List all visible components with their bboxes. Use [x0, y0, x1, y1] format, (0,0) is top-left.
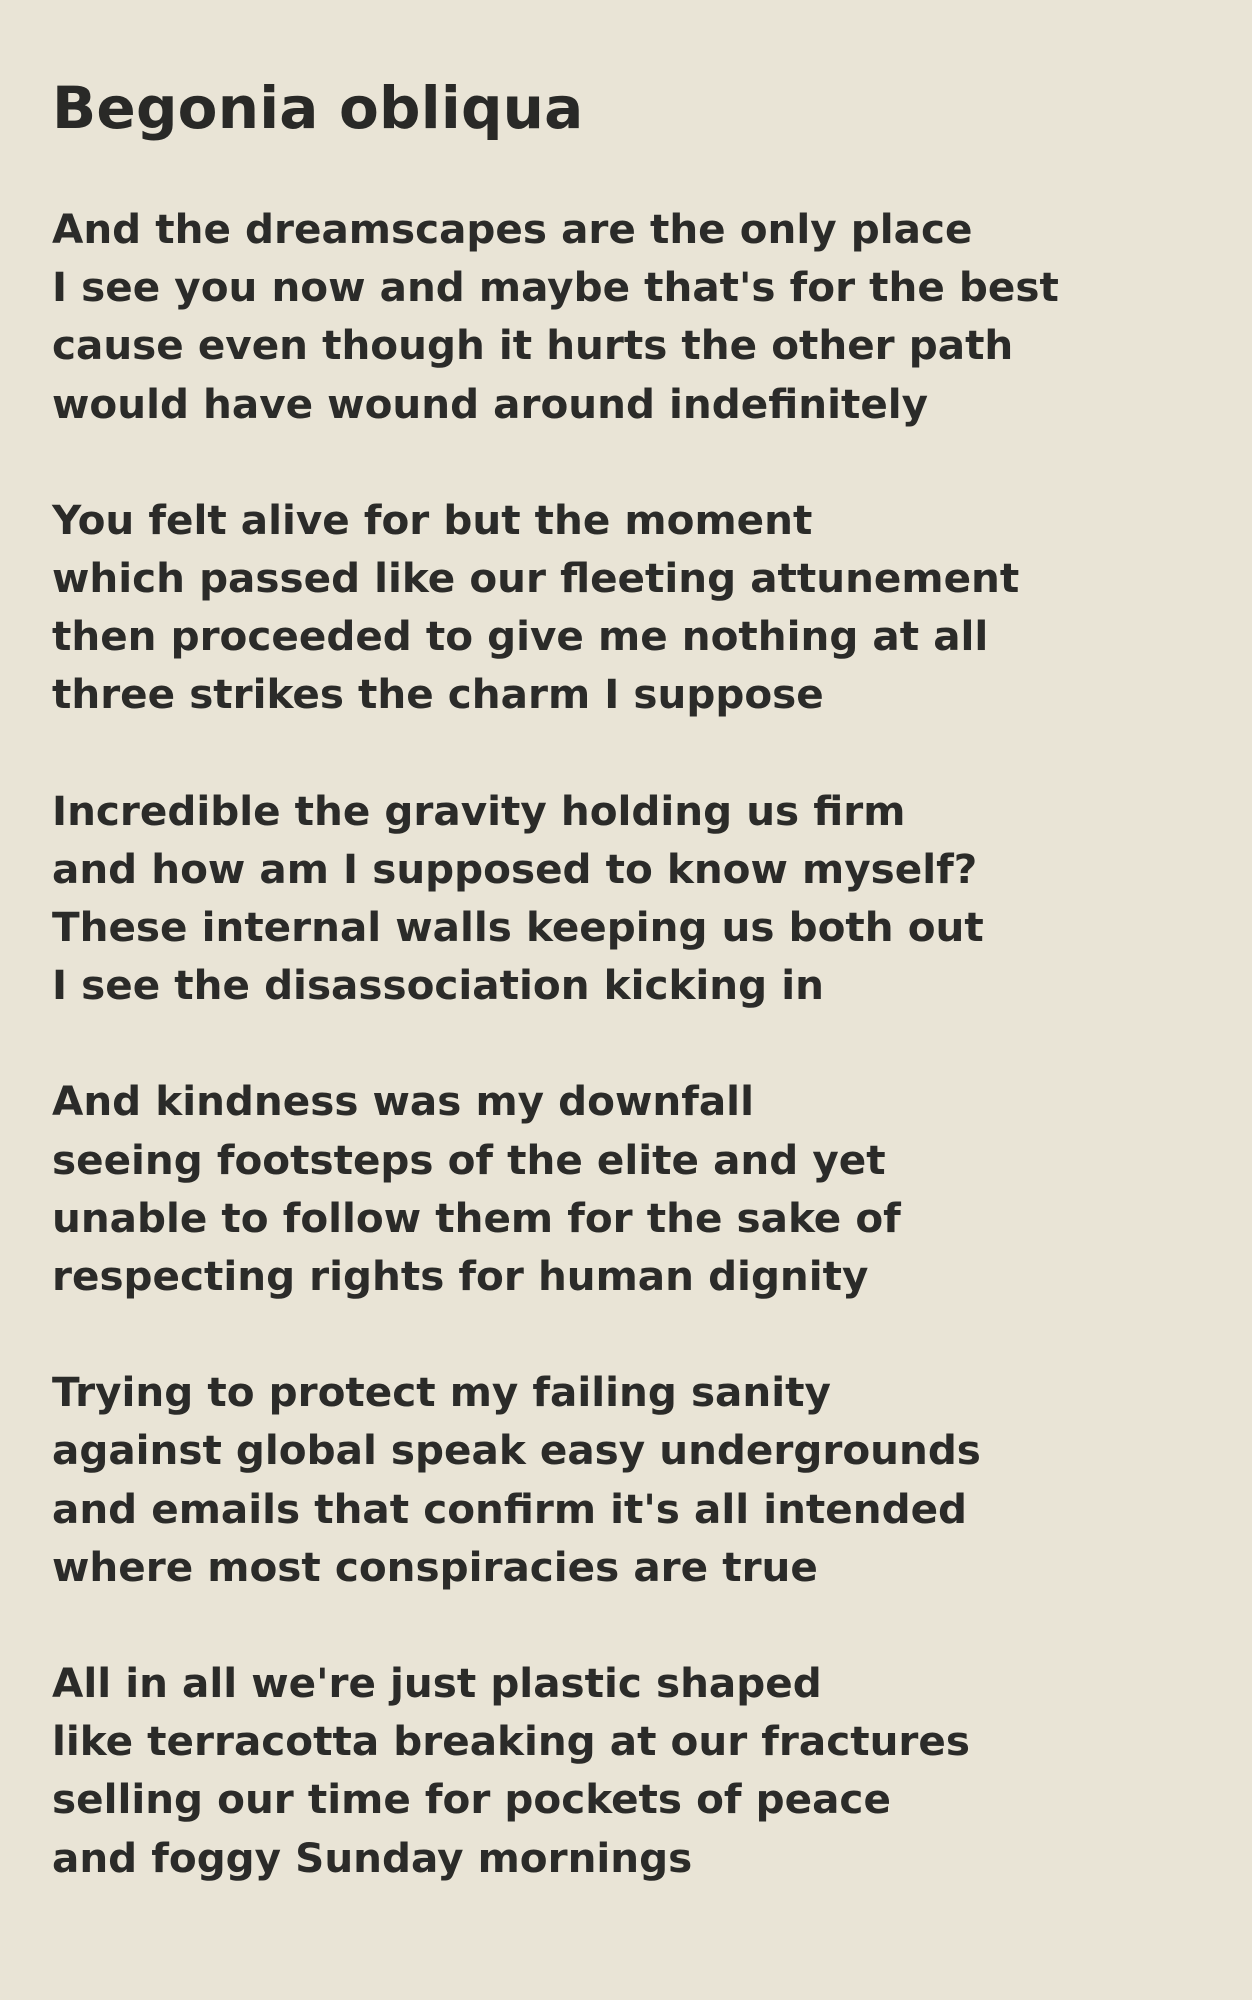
- poem-line: like terracotta breaking at our fractures: [52, 1717, 970, 1766]
- poem-line: Trying to protect my failing sanity: [52, 1368, 831, 1417]
- poem-line: seeing footsteps of the elite and yet: [52, 1135, 886, 1184]
- poem-line: would have wound around indefinitely: [52, 379, 929, 428]
- poem-line: then proceeded to give me nothing at all: [52, 612, 989, 661]
- poem-line: And kindness was my downfall: [52, 1077, 754, 1126]
- poem-line: I see you now and maybe that's for the best: [52, 263, 1059, 312]
- stanza-4: [52, 1072, 1200, 1305]
- poem-line: and emails that confirm it's all intended: [52, 1484, 968, 1533]
- stanza-2: [52, 491, 1200, 724]
- poem-line: respecting rights for human dignity: [52, 1252, 869, 1301]
- stanza-1: [52, 200, 1200, 433]
- poem-line: against global speak easy undergrounds: [52, 1426, 981, 1475]
- stanza-3: [52, 782, 1200, 1015]
- poem-line: All in all we're just plastic shaped: [52, 1659, 822, 1708]
- poem-line: And the dreamscapes are the only place: [52, 205, 973, 253]
- poem-line: which passed like our fleeting attunement: [52, 554, 1020, 603]
- poem-line: Incredible the gravity holding us firm: [52, 786, 906, 835]
- poem-line: You felt alive for but the moment: [52, 495, 813, 544]
- poem-body: [52, 200, 1200, 1887]
- poem-line: cause even though it hurts the other path: [52, 321, 1014, 370]
- poem-line: and how am I supposed to know myself?: [52, 844, 978, 893]
- stanza-5: [52, 1363, 1200, 1596]
- poem-title: Begonia obliqua: [52, 74, 584, 142]
- poem-line: These internal walls keeping us both out: [52, 903, 984, 952]
- stanza-6: [52, 1654, 1200, 1887]
- poem-line: I see the disassociation kicking in: [52, 961, 824, 1010]
- poem-line: selling our time for pockets of peace: [52, 1775, 891, 1824]
- poem-line: three strikes the charm I suppose: [52, 670, 824, 719]
- poem-line: and foggy Sunday mornings: [52, 1833, 693, 1882]
- poem-line: where most conspiracies are true: [52, 1542, 818, 1591]
- poem-line: unable to follow them for the sake of: [52, 1193, 901, 1242]
